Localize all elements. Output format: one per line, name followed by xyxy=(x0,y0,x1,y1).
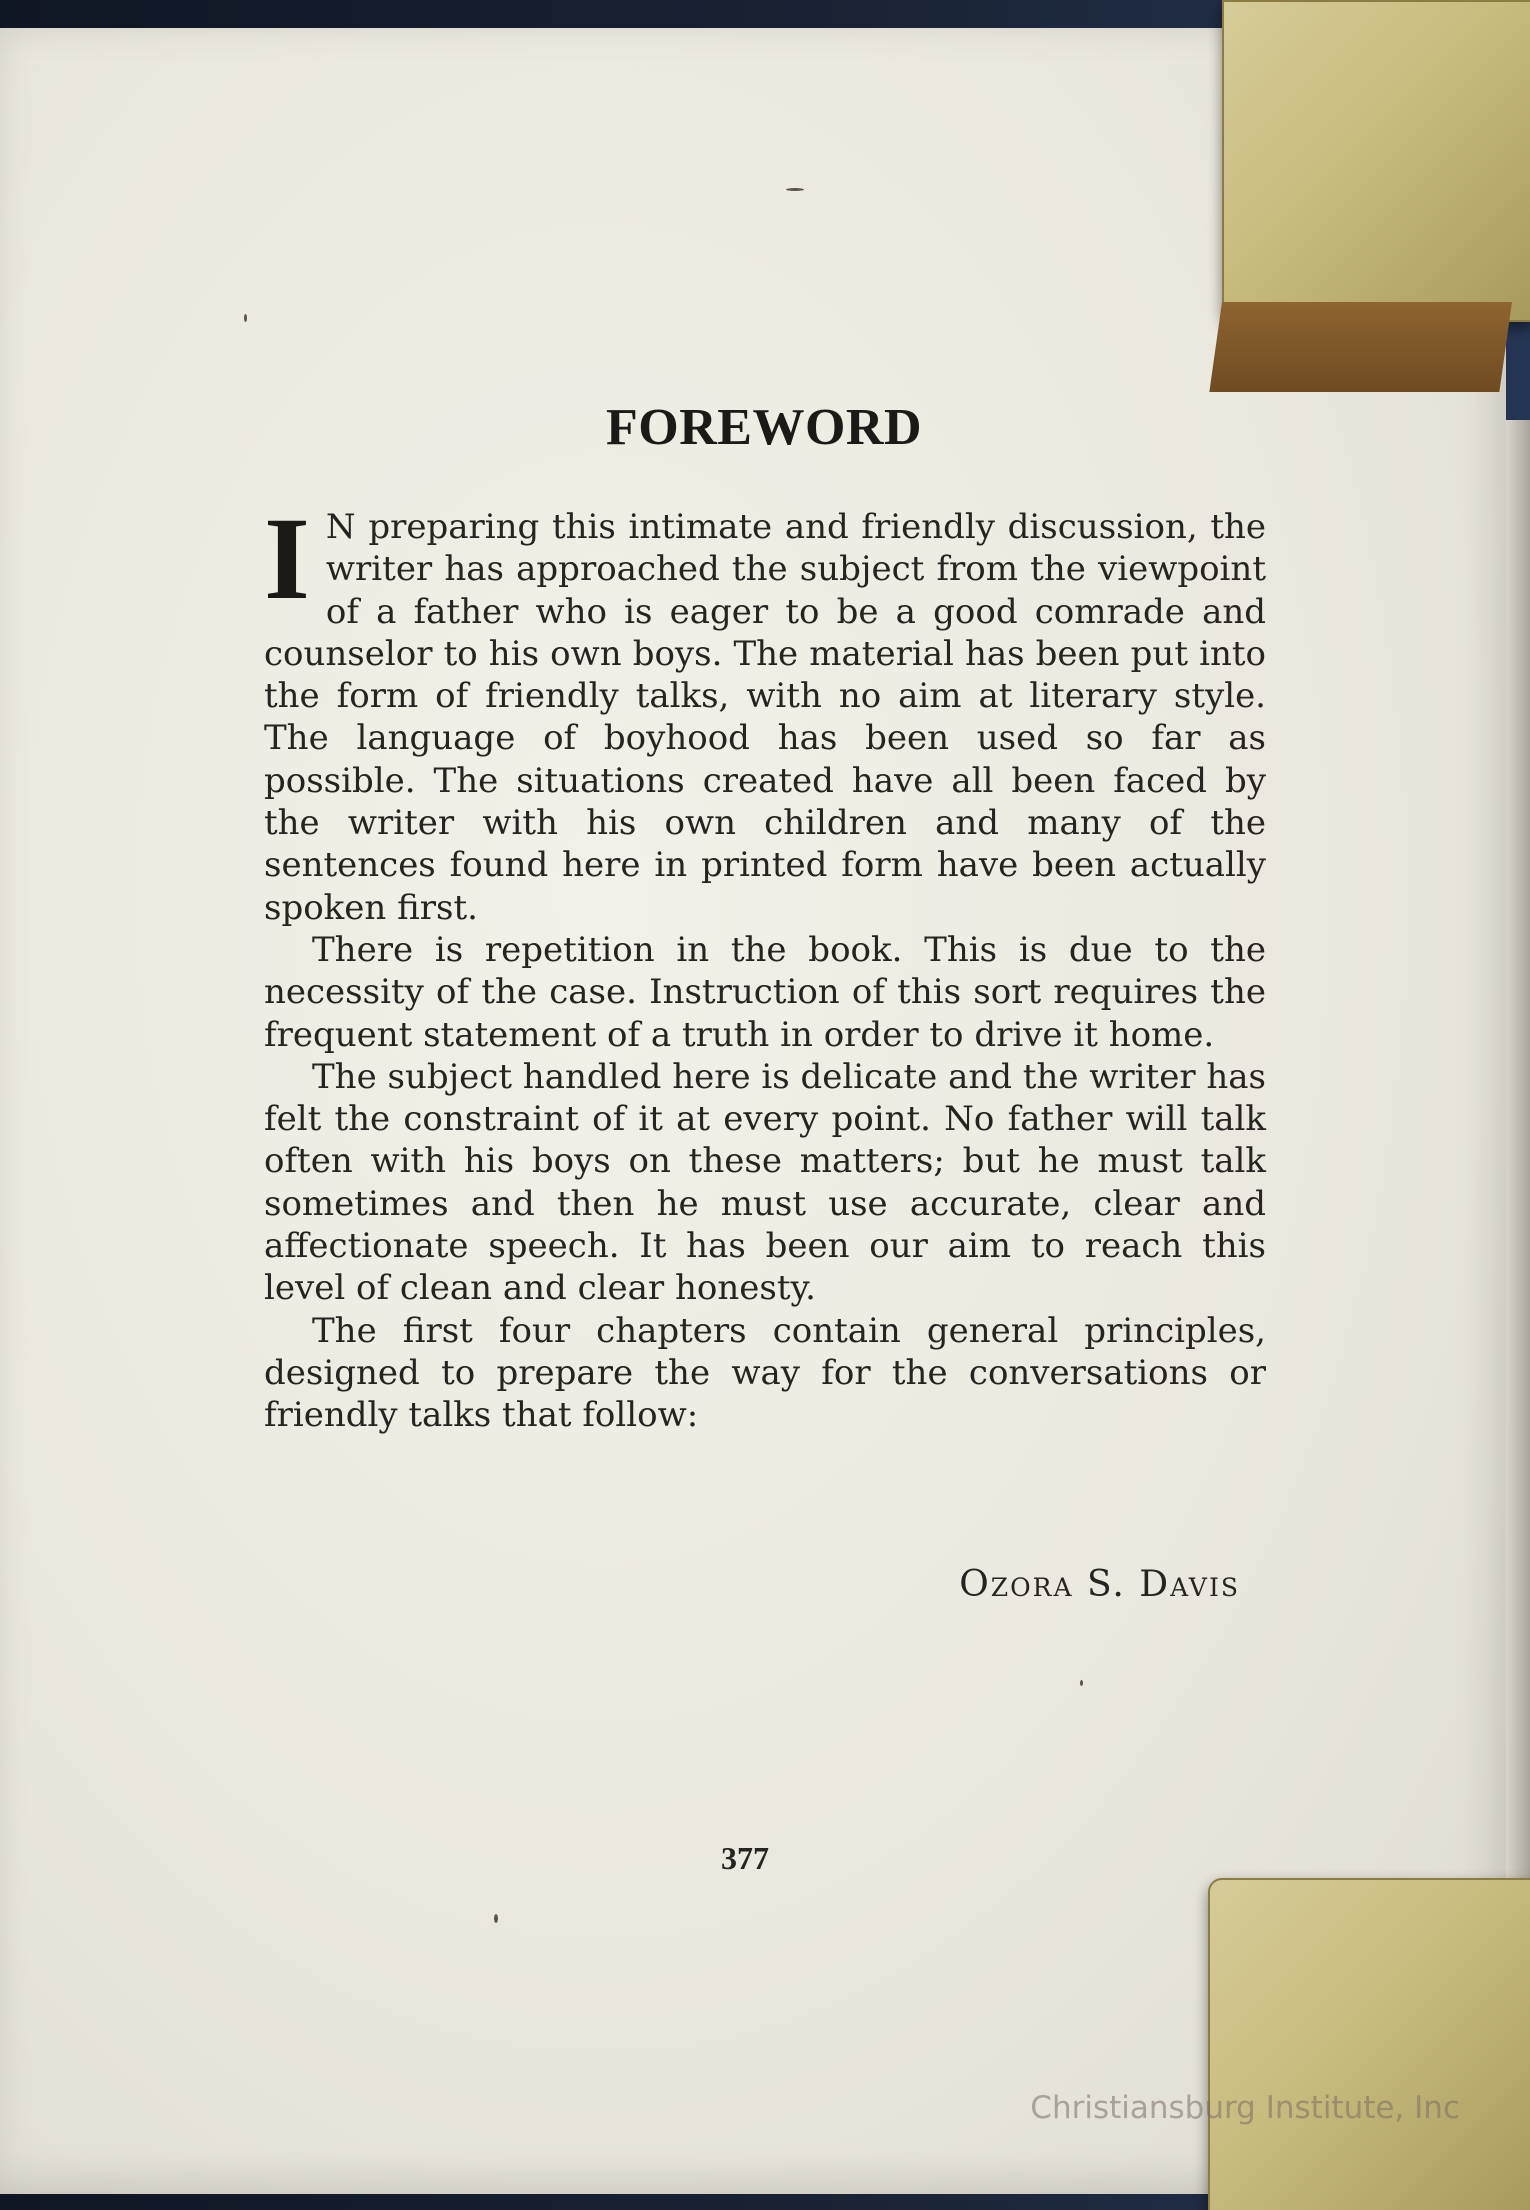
paragraph-4: The first four chapters contain general principles, designed to prepare the way for the conversations or friendly talks that follow: xyxy=(264,1310,1266,1436)
paragraph-3: The subject handled here is delicate and the writer has felt the constraint of it at every point. No father will talk often with his boys on these matters; but he must talk sometimes and then he must use accurate, clear and affectionate speech. It has been our aim to reach this level of clean and clear honesty. xyxy=(264,1056,1266,1309)
ink-speck xyxy=(494,1914,498,1923)
paragraph-1-text: N preparing this intimate and friendly discussion, the writer has approached the subject from the viewpoint of a father who is eager to be a good comrade and counselor to his own boys. The material has been put into the form of friendly talks, with no aim at literary style. The language of boyhood has been used so far as possible. The situations created have all been faced by the writer with his own children and many of the sentences found here in printed form have been actually spoken first. xyxy=(264,507,1266,928)
ink-speck xyxy=(1080,1680,1083,1686)
paragraph-1 xyxy=(264,493,1266,929)
drop-cap: I xyxy=(264,493,310,624)
foreword-body xyxy=(264,493,1266,1437)
ink-speck xyxy=(786,188,804,191)
ink-speck xyxy=(244,314,247,322)
paragraph-2: There is repetition in the book. This is due to the necessity of the case. Instruction of this sort requires the frequent statement of a truth in order to drive it home. xyxy=(264,929,1266,1055)
page-title: FOREWORD xyxy=(606,399,922,456)
clip-shadow xyxy=(1209,302,1512,392)
page-clip-bottom xyxy=(1208,1878,1530,2210)
author-signature: Ozora S. Davis xyxy=(959,1564,1240,1605)
page-clip-top xyxy=(1222,0,1530,322)
page-number: 377 xyxy=(721,1840,769,1876)
watermark: Christiansburg Institute, Inc xyxy=(1030,2090,1460,2126)
